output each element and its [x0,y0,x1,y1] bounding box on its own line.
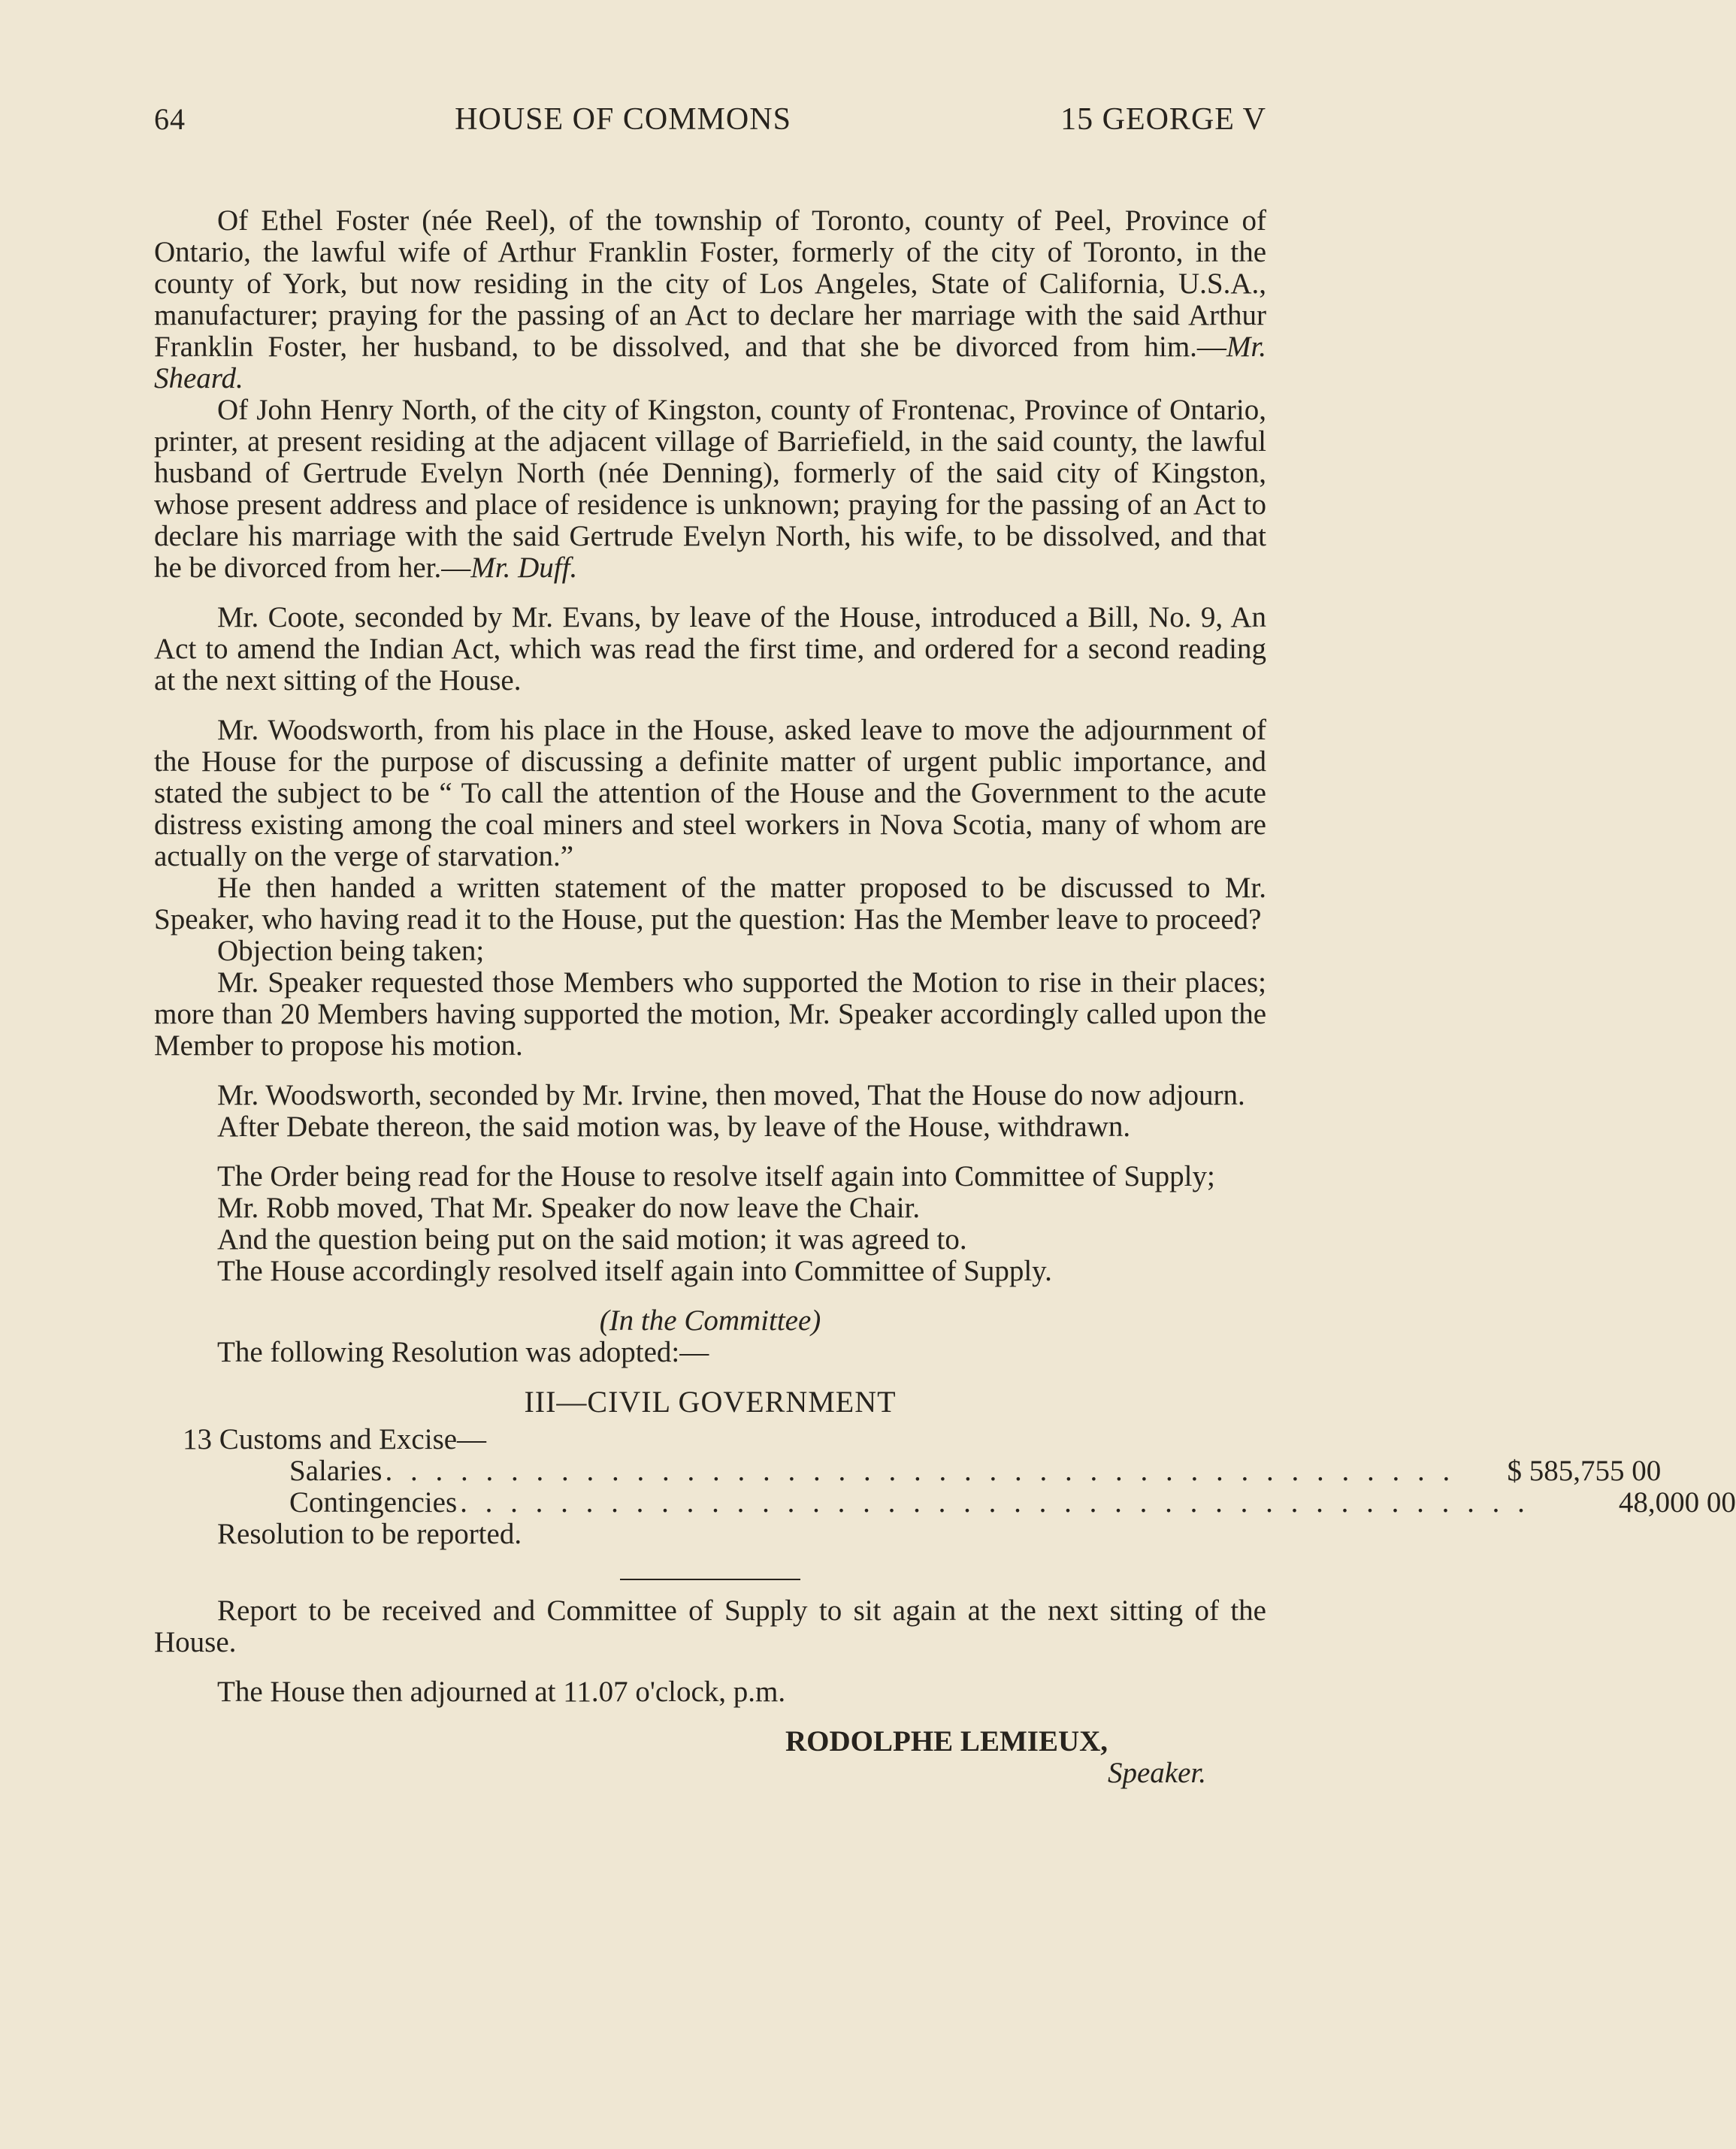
journal-page [154,102,1736,1789]
petition-text: Of John Henry North, of the city of Kingston, county of Frontenac, Province of Ontario, printer, at present residing at the adjacent village of Barriefield, in the said county, the lawful husband of Gertrude Evelyn North (née Denning), formerly of the said city of Kingston, whose present address and place of residence is unknown; praying for the passing of an Act to declare his marriage with the said Gertrude Evelyn North, his wife, to be dissolved, and that he be divorced from her.— [154,394,1266,584]
estimate-label: Contingencies [289,1486,458,1519]
petition-paragraph-foster [154,205,1266,394]
estimate-amount: 48,000 00 [1618,1486,1736,1519]
member-name: Mr. Duff. [470,552,578,584]
statement-paragraph: He then handed a written statement of the matter proposed to be discussed to Mr. Speaker, who having read it to the House, put the question: Has the Member leave to proceed? [154,872,1266,935]
signature-block [785,1726,1206,1789]
bill-introduction-paragraph: Mr. Coote, seconded by Mr. Evans, by leave of the House, introduced a Bill, No. 9, An Act to amend the Indian Act, which was read the first time, and ordered for a second reading at the next sitting of the House. [154,601,1266,697]
adjourn-motion-paragraph: Mr. Woodsworth, seconded by Mr. Irvine, then moved, That the House do now adjourn. [217,1079,1245,1111]
motion-withdrawn-paragraph: After Debate thereon, the said motion was, by leave of the House, withdrawn. [217,1111,1131,1143]
running-title: HOUSE OF COMMONS [455,102,791,137]
resolution-adopted-paragraph: The following Resolution was adopted:— [217,1336,709,1368]
robb-motion-paragraph: Mr. Robb moved, That Mr. Speaker do now leave the Chair. [217,1192,921,1224]
adjournment-request-paragraph: Mr. Woodsworth, from his place in the House, asked leave to move the adjournment of the House for the purpose of discussing a definite matter of urgent public importance, and stated the subject to be “ To call the attention of the House and the Government to the acute distress existing among the coal miners and steel workers in Nova Scotia, many of whom are actually on the verge of starvation.” [154,714,1266,872]
estimate-row-contingencies [154,1486,1736,1519]
dot-leader: . . . . . . . . . . . . . . . . . . . . . . . . . . . . . . . . . . . . . . . . . . . [385,1455,1456,1487]
page-header [154,104,1266,135]
speaker-name: RODOLPHE LEMIEUX, [785,1725,1108,1758]
page-number: 64 [154,102,186,136]
question-agreed-paragraph: And the question being put on the said motion; it was agreed to. [217,1223,967,1256]
petition-paragraph-north [154,394,1266,584]
estimate-label: Salaries [289,1455,383,1487]
estimate-item-heading: 13 Customs and Excise— [183,1423,487,1455]
members-rise-paragraph: Mr. Speaker requested those Members who supported the Motion to rise in their places; more than 20 Members having supported the motion, Mr. Speaker accordingly called upon the Member to propose his motion. [154,966,1266,1062]
resolution-reported-paragraph: Resolution to be reported. [217,1518,522,1550]
adjourned-paragraph: The House then adjourned at 11.07 o'clock, p.m. [217,1676,786,1708]
order-read-paragraph: The Order being read for the House to resolve itself again into Committee of Supply; [217,1160,1215,1192]
session-label: 15 GEORGE V [1060,102,1266,137]
section-divider [620,1579,800,1580]
member-name: Mr. Sheard. [154,331,1266,394]
petition-text: Of Ethel Foster (née Reel), of the township of Toronto, county of Peel, Province of Ontario, the lawful wife of Arthur Franklin Foster, formerly of the city of Toronto, in the county of York, but now residing in the city of Los Angeles, State of California, U.S.A., manufacturer; praying for the passing of an Act to declare her marriage with the said Arthur Franklin Foster, her husband, to be dissolved, and that she be divorced from him.— [154,204,1266,363]
report-paragraph: Report to be received and Committee of Supply to sit again at the next sitting of the House. [154,1594,1266,1658]
estimate-row-salaries [154,1455,1662,1487]
dot-leader: . . . . . . . . . . . . . . . . . . . . . . . . . . . . . . . . . . . . . . . . . . . [460,1486,1530,1519]
estimate-amount: $ 585,755 00 [1507,1455,1662,1487]
section-heading: III—CIVIL GOVERNMENT [524,1385,897,1419]
objection-paragraph: Objection being taken; [217,935,485,967]
committee-heading: (In the Committee) [599,1304,821,1337]
committee-resolved-paragraph: The House accordingly resolved itself again into Committee of Supply. [217,1255,1052,1287]
speaker-title: Speaker. [1107,1757,1206,1789]
